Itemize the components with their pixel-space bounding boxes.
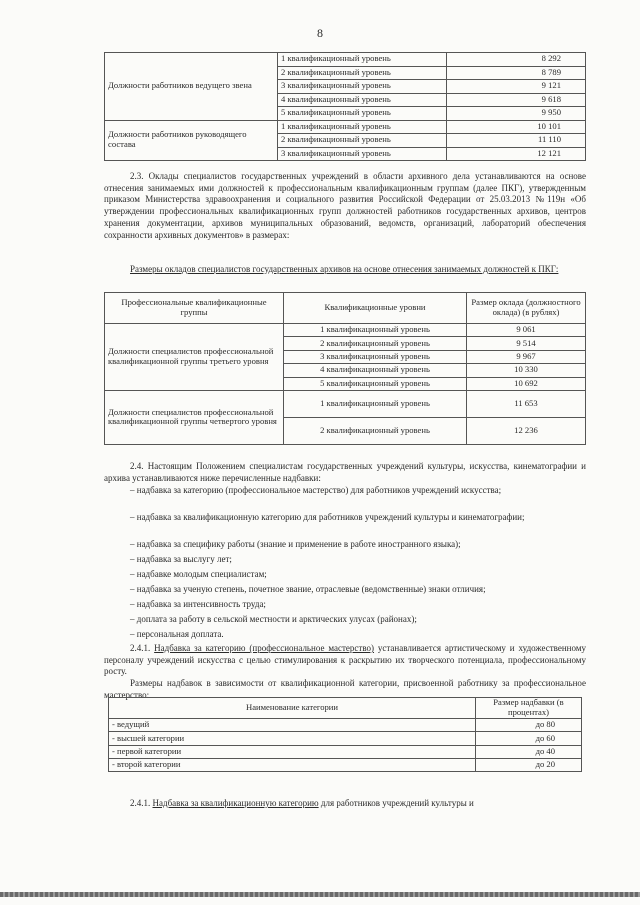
salary-cell: 12 236 [467,417,586,444]
paragraph-2-3-sizes: Размеры окладов специалистов государственных архивов на основе отнесения занимаемых должностей к ПКГ: [130,264,559,274]
category-cell: - первой категории [109,745,476,758]
level-cell: 1 квалификационный уровень [278,53,447,67]
category-cell: - ведущий [109,719,476,732]
table-row [105,120,586,134]
level-cell: 4 квалификационный уровень [284,364,467,377]
salary-cell: 10 692 [467,377,586,390]
level-cell: 2 квалификационный уровень [284,337,467,350]
group-cell: Должности работников ведущего звена [105,53,278,121]
salary-cell: 9 514 [467,337,586,350]
percent-cell: до 40 [476,745,582,758]
table-header-row [109,698,582,719]
paragraph-2-4-1-qualification [104,798,586,810]
clause-title: Надбавка за категорию (профессиональное мастерство) [154,643,375,653]
table-row [109,758,582,771]
group-cell: Должности специалистов профессиональной квалификационной группы четвертого уровня [105,390,284,444]
clause-number: 2.4.1. [130,798,151,808]
salary-cell: 10 330 [467,364,586,377]
salary-cell: 10 101 [447,120,586,134]
column-header: Наименование категории [109,698,476,719]
list-item: – персональная доплата. [130,629,224,639]
level-cell: 1 квалификационный уровень [278,120,447,134]
salary-cell: 9 618 [447,93,586,107]
table-header-row [105,293,586,324]
salary-cell: 12 121 [447,147,586,161]
archive-salary-table [104,292,586,445]
level-cell: 5 квалификационный уровень [278,107,447,121]
salary-cell: 8 292 [447,53,586,67]
scan-edge [0,892,640,897]
list-item: – надбавка за интенсивность труда; [130,599,266,609]
table-row [105,390,586,417]
table-row [105,53,586,67]
level-cell: 3 квалификационный уровень [278,80,447,94]
level-cell: 3 квалификационный уровень [284,350,467,363]
level-cell: 4 квалификационный уровень [278,93,447,107]
level-cell: 2 квалификационный уровень [278,66,447,80]
level-cell: 2 квалификационный уровень [278,134,447,148]
page-number: 8 [317,26,323,40]
table-row [109,732,582,745]
level-cell: 3 квалификационный уровень [278,147,447,161]
list-item: – надбавка за квалификационную категорию для работников учреждений культуры и кинематографии; [130,512,525,522]
column-header: Размер оклада (должностного оклада) (в рублях) [467,293,586,324]
list-item: – надбавке молодым специалистам; [130,569,267,579]
group-cell: Должности специалистов профессиональной квалификационной группы третьего уровня [105,324,284,391]
list-item: – надбавка за ученую степень, почетное звание, отраслевые (ведомственные) знаки отличия; [130,584,486,594]
level-cell: 5 квалификационный уровень [284,377,467,390]
clause-title: Надбавка за квалификационную категорию [152,798,319,808]
salary-cell: 9 967 [467,350,586,363]
category-cell: - второй категории [109,758,476,771]
salary-cell: 9 121 [447,80,586,94]
column-header: Размер надбавки (в процентах) [476,698,582,719]
level-cell: 2 квалификационный уровень [284,417,467,444]
list-item: – надбавка за специфику работы (знание и применение в работе иностранного языка); [130,539,461,549]
paragraph-2-4-1-sizes: Размеры надбавок в зависимости от квалификационной категории, присвоенной работнику за профессиональное мастерство: [104,678,586,700]
level-cell: 1 квалификационный уровень [284,390,467,417]
column-header: Квалификационные уровни [284,293,467,324]
salary-cell: 11 110 [447,134,586,148]
table-row [105,324,586,337]
level-cell: 1 квалификационный уровень [284,324,467,337]
list-item: – доплата за работу в сельской местности и арктических улусах (районах); [130,614,417,624]
category-bonus-table [108,697,582,772]
percent-cell: до 60 [476,732,582,745]
category-cell: - высшей категории [109,732,476,745]
paragraph-2-3: 2.3. Оклады специалистов государственных учреждений в области архивного дела устанавливаются на основе отнесения занимаемых ими должностей к профессиональным квалификационным группам (далее ПКГ), утвержденным приказом Министерства здравоохранения и социального развития Российской Федерации от 25.03.2013 №119н «Об утверждении профессиональных квалификационных групп должностей работников государственных архивов, центров хранения документации, архивов муниципальных образований, ведомств, организаций, лабораторий обеспечения сохранности архивных документов» в размерах: [104,171,586,240]
clause-number: 2.4.1. [130,643,151,653]
group-cell: Должности работников руководящего состава [105,120,278,161]
salary-cell: 8 789 [447,66,586,80]
percent-cell: до 80 [476,719,582,732]
salary-cell: 9 950 [447,107,586,121]
table-row [109,745,582,758]
list-item: – надбавка за категорию (профессиональное мастерство) для работников учреждений искусства; [130,485,502,495]
percent-cell: до 20 [476,758,582,771]
table-row [109,719,582,732]
paragraph-2-4-1 [104,643,586,678]
clause-text: для работников учреждений культуры и [318,798,474,808]
salary-cell: 11 653 [467,390,586,417]
salary-table-continued [104,52,586,161]
clause-text: устанавливается артистическому и художественному персоналу учреждений искусства с целью стимулирования к раскрытию их творческого потенциала, профессиональному росту. [104,643,587,677]
list-item: – надбавка за выслугу лет; [130,554,232,564]
paragraph-2-4: 2.4. Настоящим Положением специалистам государственных учреждений культуры, искусства, кинематографии и архива устанавливаются ниже перечисленные надбавки: [104,461,586,483]
column-header: Профессиональные квалификационные группы [105,293,284,324]
salary-cell: 9 061 [467,324,586,337]
